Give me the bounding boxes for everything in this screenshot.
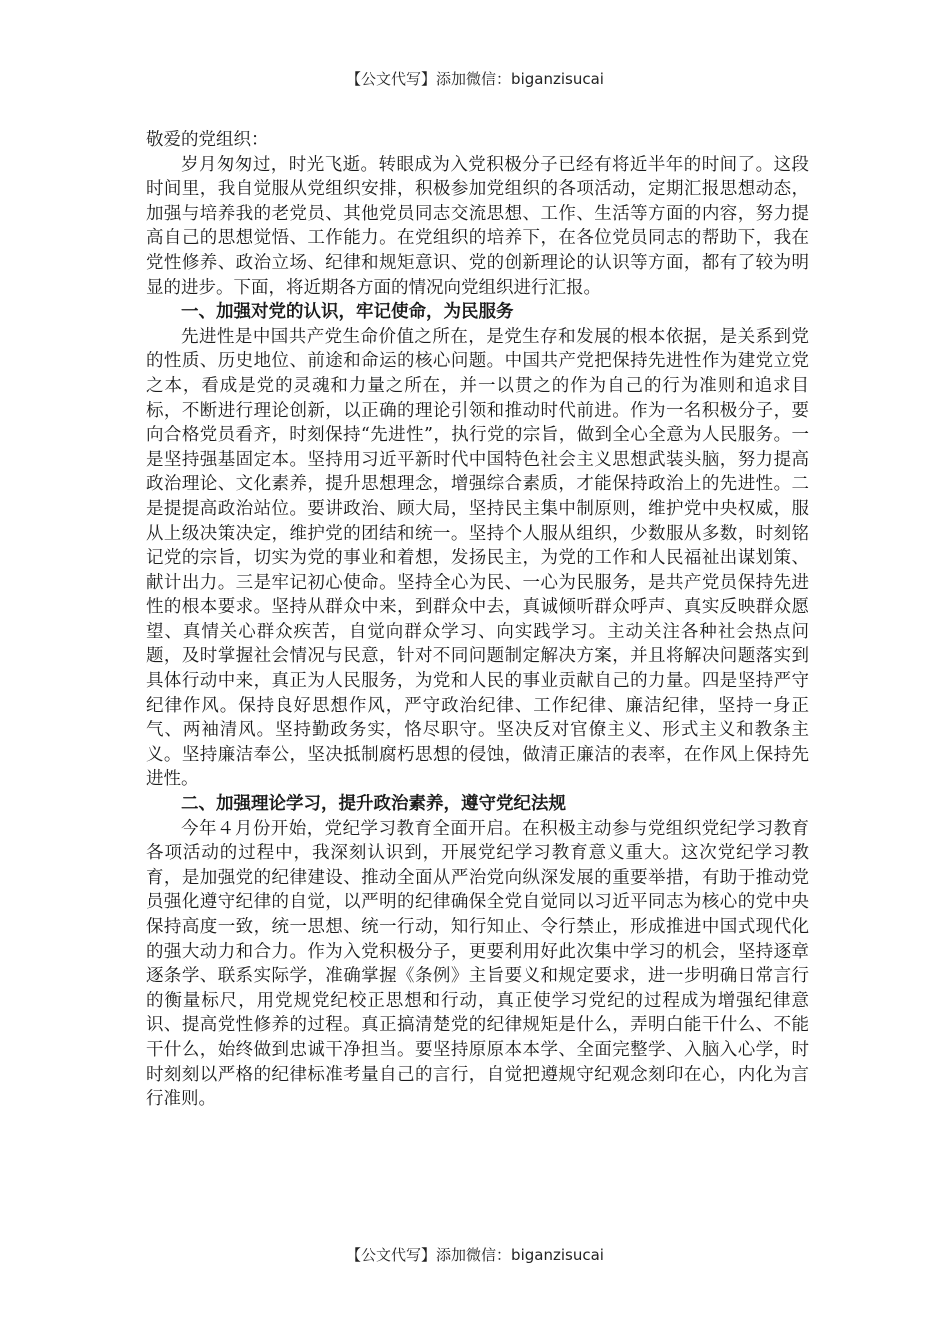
intro-paragraph: 岁月匆匆过，时光飞逝。转眼成为入党积极分子已经有将近半年的时间了。这段时间里，我自觉服从党组织安排，积极参加党组织的各项活动，定期汇报思想动态，加强与培养我的老党员、其他党员同志交流思想、工作、生活等方面的内容，努力提高自己的思想觉悟、工作能力。在党组织的培养下，在各位党员同志的帮助下，我在党性修养、政治立场、纪律和规矩意识、党的创新理论的认识等方面，都有了较为明显的进步。下面，将近期各方面的情况向党组织进行汇报。: [146, 154, 809, 298]
section-2-heading: 二、加强理论学习，提升政治素养，遵守党纪法规: [181, 794, 566, 815]
section-2-paragraph: 今年４月份开始，党纪学习教育全面开启。在积极主动参与党组织党纪学习教育各项活动的过程中，我深刻认识到，开展党纪学习教育意义重大。这次党纪学习教育，是加强党的纪律建设、推动全面从严治党向纵深发展的重要举措，有助于推动党员强化遵守纪律的自觉，以严明的纪律确保全党自觉同以习近平同志为核心的党中央保持高度一致，统一思想、统一行动，知行知止、令行禁止，形成推进中国式现代化的强大动力和合力。作为入党积极分子，更要利用好此次集中学习的机会，坚持逐章逐条学、联系实际学，准确掌握《条例》主旨要义和规定要求，进一步明确日常言行的衡量标尺，用党规党纪校正思想和行动，真正使学习党纪的过程成为增强纪律意识、提高党性修养的过程。真正搞清楚党的纪律规矩是什么，弄明白能干什么、不能干什么，始终做到忠诚干净担当。要坚持原原本本学、全面完整学、入脑入心学，时时刻刻以严格的纪律标准考量自己的言行，自觉把遵规守纪观念刻印在心，内化为言行准则。: [146, 818, 809, 1110]
page-header: 【公文代写】添加微信：biganzisucai: [346, 70, 604, 88]
section-1-heading: 一、加强对党的认识，牢记使命，为民服务: [181, 302, 514, 323]
salutation: 敬爱的党组织：: [146, 130, 269, 150]
page-footer: 【公文代写】添加微信：biganzisucai: [346, 1246, 604, 1264]
document-body: [146, 128, 809, 1112]
section-1-paragraph: 先进性是中国共产党生命价值之所在，是党生存和发展的根本依据，是关系到党的性质、历史地位、前途和命运的核心问题。中国共产党把保持先进性作为建党立党之本，看成是党的灵魂和力量之所在，并一以贯之的作为自己的行为准则和追求目标，不断进行理论创新，以正确的理论引领和推动时代前进。作为一名积极分子，要向合格党员看齐，时刻保持“先进性”，执行党的宗旨，做到全心全意为人民服务。一是坚持强基固定本。坚持用习近平新时代中国特色社会主义思想武装头脑，努力提高政治理论、文化素养，提升思想理念，增强综合素质，才能保持政治上的先进性。二是提提高政治站位。要讲政治、顾大局，坚持民主集中制原则，维护党中央权威，服从上级决策决定，维护党的团结和统一。坚持个人服从组织，少数服从多数，时刻铭记党的宗旨，切实为党的事业和着想，发扬民主，为党的工作和人民福祉出谋划策、献计出力。三是牢记初心使命。坚持全心为民、一心为民服务，是共产党员保持先进性的根本要求。坚持从群众中来，到群众中去，真诚倾听群众呼声、真实反映群众愿望、真情关心群众疾苦，自觉向群众学习、向实践学习。主动关注各种社会热点问题，及时掌握社会情况与民意，针对不同问题制定解决方案，并且将解决问题落实到具体行动中来，真正为人民服务，为党和人民的事业贡献自己的力量。四是坚持严守纪律作风。保持良好思想作风，严守政治纪律、工作纪律、廉洁纪律，坚持一身正气、两袖清风。坚持勤政务实，恪尽职守。坚决反对官僚主义、形式主义和教条主义。坚持廉洁奉公，坚决抵制腐朽思想的侵蚀，做清正廉洁的表率，在作风上保持先进性。: [146, 326, 809, 790]
